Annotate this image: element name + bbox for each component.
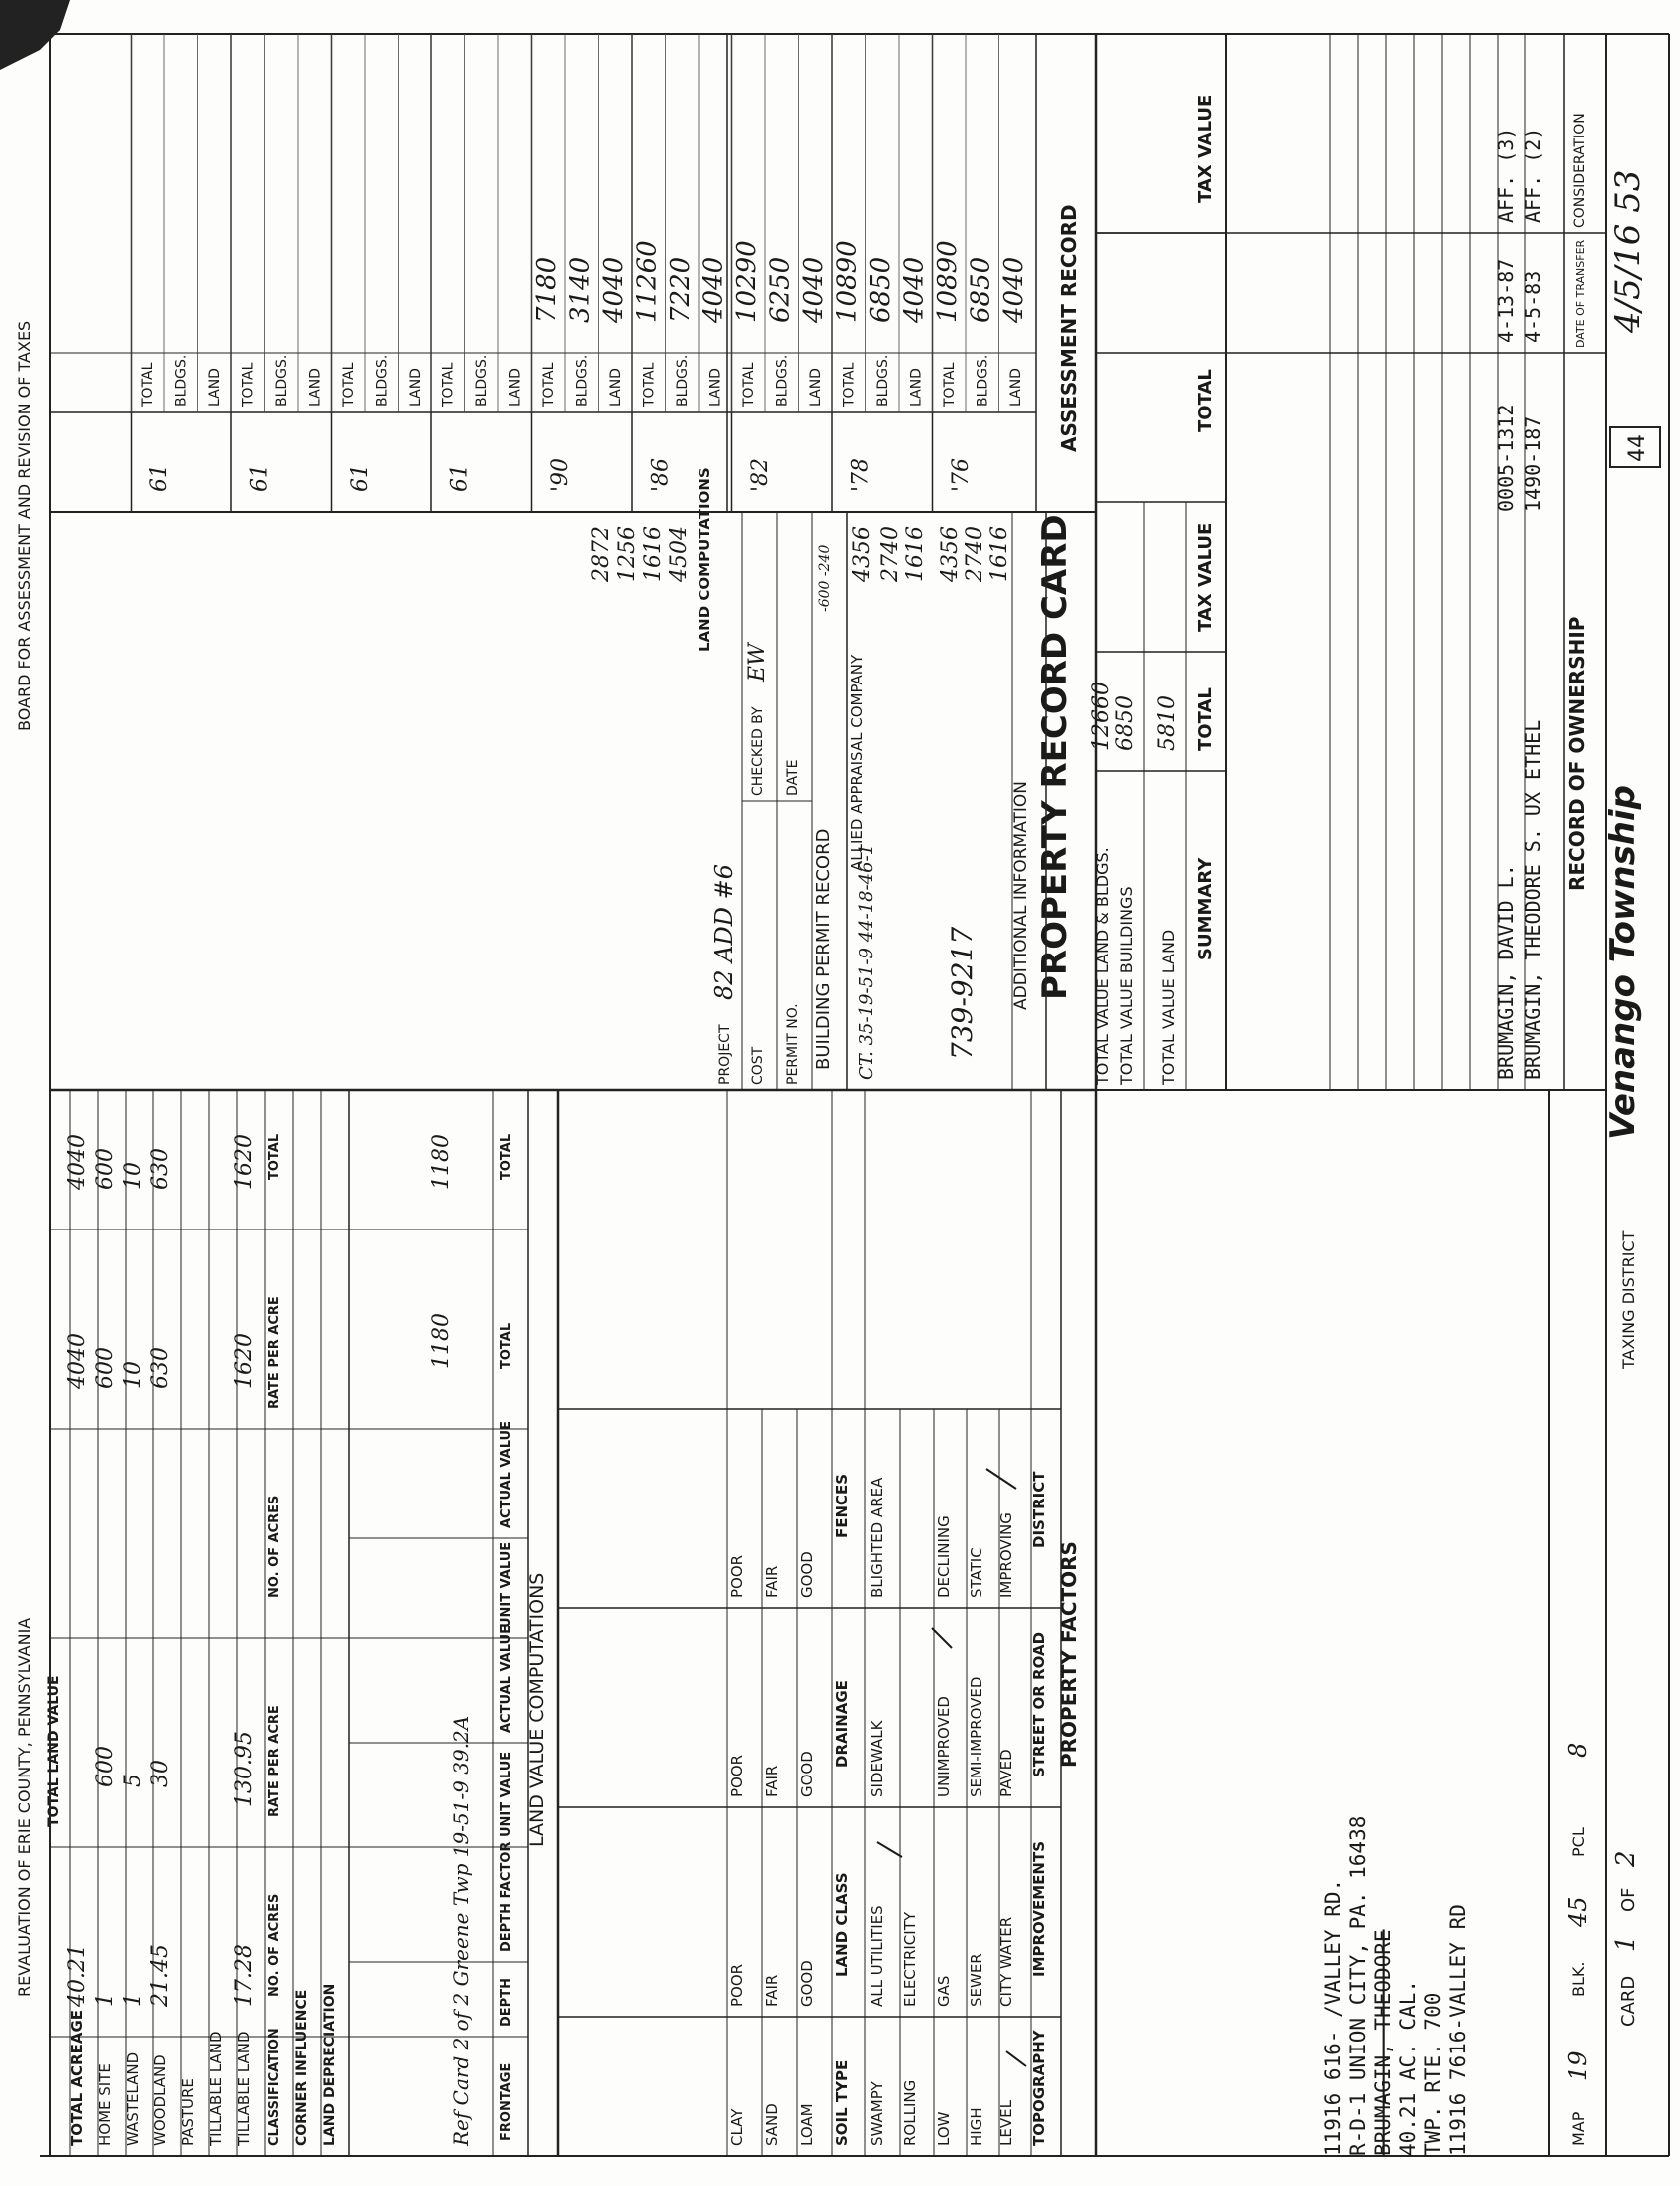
acres-header: NO. OF ACRES (267, 1893, 282, 1997)
assessment-year: 61 (348, 464, 373, 492)
assessment-label-total: TOTAL (541, 362, 557, 407)
total-class-header: TOTAL (267, 1133, 282, 1180)
land-class-fair: FAIR (763, 1974, 781, 2007)
assessment-label-land: LAND (207, 368, 223, 407)
land-class-good: GOOD (798, 1960, 816, 2007)
pcl-label: PCL (1569, 1827, 1588, 1857)
summary-total-label: TOTAL VALUE LAND & BLDGS. (1093, 847, 1112, 1085)
impr-gas: GAS (935, 1975, 953, 2007)
factors-title: PROPERTY FACTORS (1057, 1541, 1081, 1768)
topo-level: LEVEL (997, 2100, 1015, 2146)
calc-value-2: 2740 (963, 526, 987, 582)
impr-sewer: SEWER (968, 1953, 985, 2007)
topo-low: LOW (935, 2111, 953, 2146)
township-name: Venango Township (1603, 784, 1643, 1140)
assessment-label-total: TOTAL (641, 362, 658, 407)
class-total2-4: 630 (148, 1148, 173, 1190)
drainage-header: DRAINAGE (833, 1680, 851, 1768)
land-comp-2: 1616 (641, 526, 666, 582)
owner-consideration-2: AFF. (3) (1494, 127, 1518, 223)
pcl-value: 8 (1564, 1742, 1592, 1758)
calc-value-5: 2740 (878, 526, 903, 582)
assessment-value: 4040 (799, 256, 829, 323)
calc-value-1: 1616 (987, 526, 1012, 582)
street-semi: SEMI-IMPROVED (968, 1676, 985, 1797)
owner-date-1: 4-5-83 (1521, 270, 1544, 343)
acres2-header: NO. OF ACRES (267, 1495, 282, 1598)
ct-note: CT. 35-19-51-9 44-18-46-1 (856, 843, 877, 1080)
class-rate-6: 600 (93, 1746, 118, 1787)
assessment-value: 7180 (532, 256, 562, 323)
district-declining: DECLINING (935, 1515, 953, 1598)
phone-number: 739-9217 (946, 926, 979, 1060)
land-comp-4: 2872 (589, 526, 614, 582)
taxing-district-label: TAXING DISTRICT (1619, 1230, 1638, 1369)
map-value: 19 (1564, 2050, 1592, 2081)
assessment-value: 3140 (565, 256, 596, 323)
assessment-label-total: TOTAL (341, 362, 357, 407)
handwritten-number: 4/5/16 53 (1608, 169, 1648, 333)
class-acres-1: 17.28 (232, 1944, 257, 2007)
calc-value-3: 4356 (938, 526, 963, 582)
blk-value: 45 (1564, 1896, 1592, 1927)
lv-header-frontage: FRONTAGE (499, 2062, 514, 2141)
permit-no-label: PERMIT NO. (785, 1003, 801, 1085)
fences-good: GOOD (798, 1551, 816, 1598)
class-total-6: 600 (93, 1347, 118, 1389)
summary-grand-total: 12660 (1089, 682, 1114, 751)
assessment-label-land: LAND (1008, 368, 1024, 407)
footer-left: REVALUATION OF ERIE COUNTY, PENNSYLVANIA (15, 1617, 34, 1997)
assessment-value: 10890 (832, 240, 863, 323)
summary-total-header: TOTAL (1195, 687, 1216, 751)
lv-header-unit-value-2: UNIT VALUE (499, 1541, 514, 1628)
assessment-label-total: TOTAL (841, 362, 858, 407)
rate2-header: RATE PER ACRE (267, 1296, 282, 1409)
assessment-label-total: TOTAL (240, 362, 257, 407)
permit-cost-label: COST (750, 1046, 766, 1085)
impr-electricity: ELECTRICITY (901, 1911, 919, 2007)
soil-header: SOIL TYPE (833, 2059, 851, 2146)
assessment-label-bldgs: BLDGS. (675, 354, 691, 407)
assessment-label-bldgs: BLDGS. (774, 354, 791, 407)
class-name-2: TILLABLE LAND (207, 2031, 225, 2146)
address-line-2: TWP. RTE. 700 (1421, 1992, 1445, 2156)
allied-appraisal: ALLIED APPRAISAL COMPANY (848, 654, 866, 871)
owner-name-1: BRUMAGIN, THEODORE S. UX ETHEL (1521, 719, 1544, 1080)
summary-right-tax-header: TAX VALUE (1195, 94, 1216, 203)
owner-consideration-1: AFF. (2) (1521, 127, 1544, 223)
assessment-label-land: LAND (307, 368, 324, 407)
topo-swampy: SWAMPY (868, 2081, 886, 2146)
assessment-year: 61 (447, 464, 473, 492)
lv-header-actual-value-1: ACTUAL VALUE (499, 1625, 514, 1733)
address-line-4: BRUMAGIN, THEODORE (1371, 1929, 1395, 2156)
address-line-5: R-D-1 UNION CITY, PA. 16438 (1346, 1815, 1370, 2156)
checked-by-label: CHECKED BY (750, 706, 766, 796)
assessment-year: 61 (247, 464, 273, 492)
lv-header-unit-value-1: UNIT VALUE (499, 1751, 514, 1837)
corner-influence: CORNER INFLUENCE (294, 1989, 310, 2146)
drainage-good: GOOD (798, 1751, 816, 1797)
class-name-6: HOME SITE (96, 2063, 114, 2146)
class-rate-1: 130.95 (232, 1731, 257, 1807)
summary-bldg-total: 6850 (1113, 695, 1138, 751)
lv-row-note: Ref Card 2 of 2 Greene Twp 19-51-9 39.2A (449, 1715, 473, 2146)
district-blighted: BLIGHTED AREA (868, 1477, 886, 1598)
class-total-5: 10 (121, 1361, 145, 1389)
owner-book-1: 1490-187 (1521, 415, 1544, 512)
assessment-label-total: TOTAL (942, 362, 958, 407)
assessment-value: 4040 (699, 256, 729, 323)
district-static: STATIC (968, 1547, 985, 1598)
street-paved: PAVED (997, 1749, 1015, 1797)
impr-all-utilities: ALL UTILITIES (868, 1905, 886, 2007)
class-name-4: WOODLAND (151, 2054, 169, 2146)
assessment-label-bldgs: BLDGS. (574, 354, 591, 407)
assessment-label-land: LAND (808, 368, 824, 407)
land-computations-title: LAND COMPUTATIONS (696, 467, 713, 652)
improvements-header: IMPROVEMENTS (1030, 1840, 1048, 1977)
street-unimproved: UNIMPROVED (935, 1696, 953, 1797)
class-total2-6: 600 (93, 1148, 118, 1190)
assessment-label-land: LAND (908, 368, 925, 407)
class-total2-7: 4040 (65, 1134, 90, 1190)
fences-header: FENCES (833, 1473, 851, 1538)
soil-loam: LOAM (798, 2103, 816, 2146)
rate-header: RATE PER ACRE (267, 1705, 282, 1817)
summary-title: SUMMARY (1195, 857, 1216, 960)
lv-header-actual-value-2: ACTUAL VALUE (499, 1421, 514, 1528)
lv-header-depth: DEPTH (499, 1978, 514, 2027)
street-sidewalk: SIDEWALK (868, 1720, 886, 1797)
address-line-6: 11916 616- /VALLEY RD. (1321, 1878, 1345, 2156)
permit-date-label: DATE (785, 759, 801, 796)
topo-high: HIGH (968, 2107, 985, 2146)
summary-land-total: 5810 (1155, 695, 1180, 751)
land-comp-3: 1256 (615, 526, 640, 582)
class-total-1: 1620 (232, 1333, 257, 1389)
assessment-year: '82 (748, 457, 773, 492)
permit-title: BUILDING PERMIT RECORD (813, 828, 834, 1070)
ownership-title: RECORD OF OWNERSHIP (1565, 616, 1589, 891)
class-name-3: PASTURE (179, 2078, 197, 2146)
assessment-value: 7220 (666, 256, 696, 323)
assessment-value: 4040 (899, 256, 930, 323)
assessment-label-bldgs: BLDGS. (474, 354, 490, 407)
assessment-value: 6250 (765, 256, 796, 323)
class-total2-1: 1620 (232, 1134, 257, 1190)
assessment-label-land: LAND (507, 368, 524, 407)
class-name-5: WASTELAND (124, 2051, 141, 2146)
soil-sand: SAND (763, 2103, 781, 2146)
topo-rolling: ROLLING (901, 2079, 919, 2146)
assessment-year: '78 (848, 457, 874, 492)
land-comp-1: 4504 (667, 526, 692, 582)
consideration-header: CONSIDERATION (1572, 113, 1588, 228)
land-class-poor: POOR (728, 1963, 746, 2007)
lv-header-depth-factor: DEPTH FACTOR (499, 1841, 514, 1952)
summary-right-total-header: TOTAL (1195, 369, 1216, 432)
impr-city-water: CITY WATER (997, 1916, 1015, 2007)
assessment-value: 4040 (999, 256, 1029, 323)
card-number-box: 44 (1625, 434, 1650, 462)
address-line-1: 11916 7616-VALLEY RD (1446, 1904, 1470, 2156)
assessment-label-bldgs: BLDGS. (975, 354, 991, 407)
class-acres-4: 21.45 (148, 1944, 173, 2007)
card-of-label: OF (1618, 1887, 1639, 1912)
assessment-label-bldgs: BLDGS. (173, 354, 190, 407)
card-label: CARD (1618, 1975, 1639, 2027)
assessment-year: '86 (648, 457, 674, 492)
owner-book-2: 0005-1312 (1494, 404, 1518, 512)
project-label: PROJECT (717, 1024, 733, 1085)
lv-row-total-1: 1180 (429, 1313, 454, 1369)
total-land-value-label: TOTAL LAND VALUE (46, 1675, 62, 1827)
date-of-transfer-header: DATE OF TRANSFER (1574, 239, 1587, 348)
permit-record-note: -600 -240 (817, 544, 833, 612)
class-rate-5: 5 (121, 1774, 145, 1787)
class-total-4: 630 (148, 1347, 173, 1389)
land-depreciation: LAND DEPRECIATION (322, 1983, 338, 2146)
assessment-label-bldgs: BLDGS. (374, 354, 391, 407)
additional-info: ADDITIONAL INFORMATION (1011, 781, 1031, 1010)
address-line-3: 40.21 AC. CAL. (1396, 1979, 1420, 2156)
assessment-value: 10290 (732, 240, 762, 323)
summary-land-label: TOTAL VALUE LAND (1159, 929, 1178, 1085)
fences-poor: POOR (728, 1554, 746, 1598)
assessment-year: 61 (147, 464, 172, 492)
map-label: MAP (1569, 2111, 1588, 2146)
class-total-7: 4040 (65, 1333, 90, 1389)
class-acres-5: 1 (121, 1993, 145, 2007)
summary-bldg-label: TOTAL VALUE BUILDINGS (1117, 886, 1136, 1085)
lv-row-total-2: 1180 (429, 1134, 454, 1190)
assessment-label-bldgs: BLDGS. (875, 354, 891, 407)
topography-header: TOPOGRAPHY (1030, 2030, 1048, 2146)
drainage-poor: POOR (728, 1754, 746, 1797)
assessment-label-land: LAND (408, 368, 423, 407)
assessment-value: 6850 (866, 256, 896, 323)
checked-by-value: EW (745, 643, 770, 682)
assessment-title: ASSESSMENT RECORD (1057, 204, 1081, 452)
drainage-fair: FAIR (763, 1765, 781, 1797)
soil-clay: CLAY (728, 2108, 746, 2146)
assessment-value: 10890 (933, 240, 963, 323)
card-total: 2 (1611, 1850, 1641, 1867)
land-value-title: LAND VALUE COMPUTATIONS (526, 1572, 548, 1847)
lv-header-total-1: TOTAL (499, 1322, 514, 1369)
district-header: DISTRICT (1030, 1471, 1048, 1548)
district-improving: IMPROVING (997, 1512, 1015, 1598)
calc-value-4: 1616 (903, 526, 928, 582)
calc-value-6: 4356 (850, 526, 875, 582)
footer-right: BOARD FOR ASSESSMENT AND REVISION OF TAXES (15, 320, 34, 731)
owner-name-2: BRUMAGIN, DAVID L. (1494, 864, 1518, 1080)
assessment-year: '90 (548, 457, 573, 492)
property-record-title: PROPERTY RECORD CARD (1035, 514, 1075, 1000)
class-rate-4: 30 (148, 1760, 173, 1787)
assessment-value: 11260 (632, 240, 663, 323)
card-num: 1 (1611, 1935, 1641, 1952)
class-total2-5: 10 (121, 1162, 145, 1190)
assessment-label-total: TOTAL (440, 362, 457, 407)
assessment-label-land: LAND (608, 368, 624, 407)
street-header: STREET OR ROAD (1030, 1631, 1048, 1777)
class-acres-7: 40.21 (65, 1944, 90, 2007)
fences-fair: FAIR (763, 1565, 781, 1598)
assessment-value: 6850 (966, 256, 996, 323)
assessment-label-total: TOTAL (741, 362, 757, 407)
owner-date-2: 4-13-87 (1494, 258, 1518, 343)
class-header: CLASSIFICATION (267, 2028, 282, 2146)
assessment-label-total: TOTAL (140, 362, 156, 407)
assessment-value: 4040 (599, 256, 629, 323)
project-value: 82 ADD #6 (710, 864, 738, 1000)
class-name-7: TOTAL ACREAGE (68, 2009, 86, 2146)
class-acres-6: 1 (93, 1993, 118, 2007)
assessment-year: '76 (949, 457, 974, 492)
assessment-label-land: LAND (707, 368, 724, 407)
assessment-label-bldgs: BLDGS. (274, 354, 290, 407)
class-name-1: TILLABLE LAND (235, 2031, 253, 2146)
blk-label: BLK. (1569, 1961, 1588, 1997)
lv-header-total-2: TOTAL (499, 1133, 514, 1180)
summary-tax-header: TAX VALUE (1195, 522, 1216, 632)
land-class-header: LAND CLASS (833, 1872, 851, 1977)
